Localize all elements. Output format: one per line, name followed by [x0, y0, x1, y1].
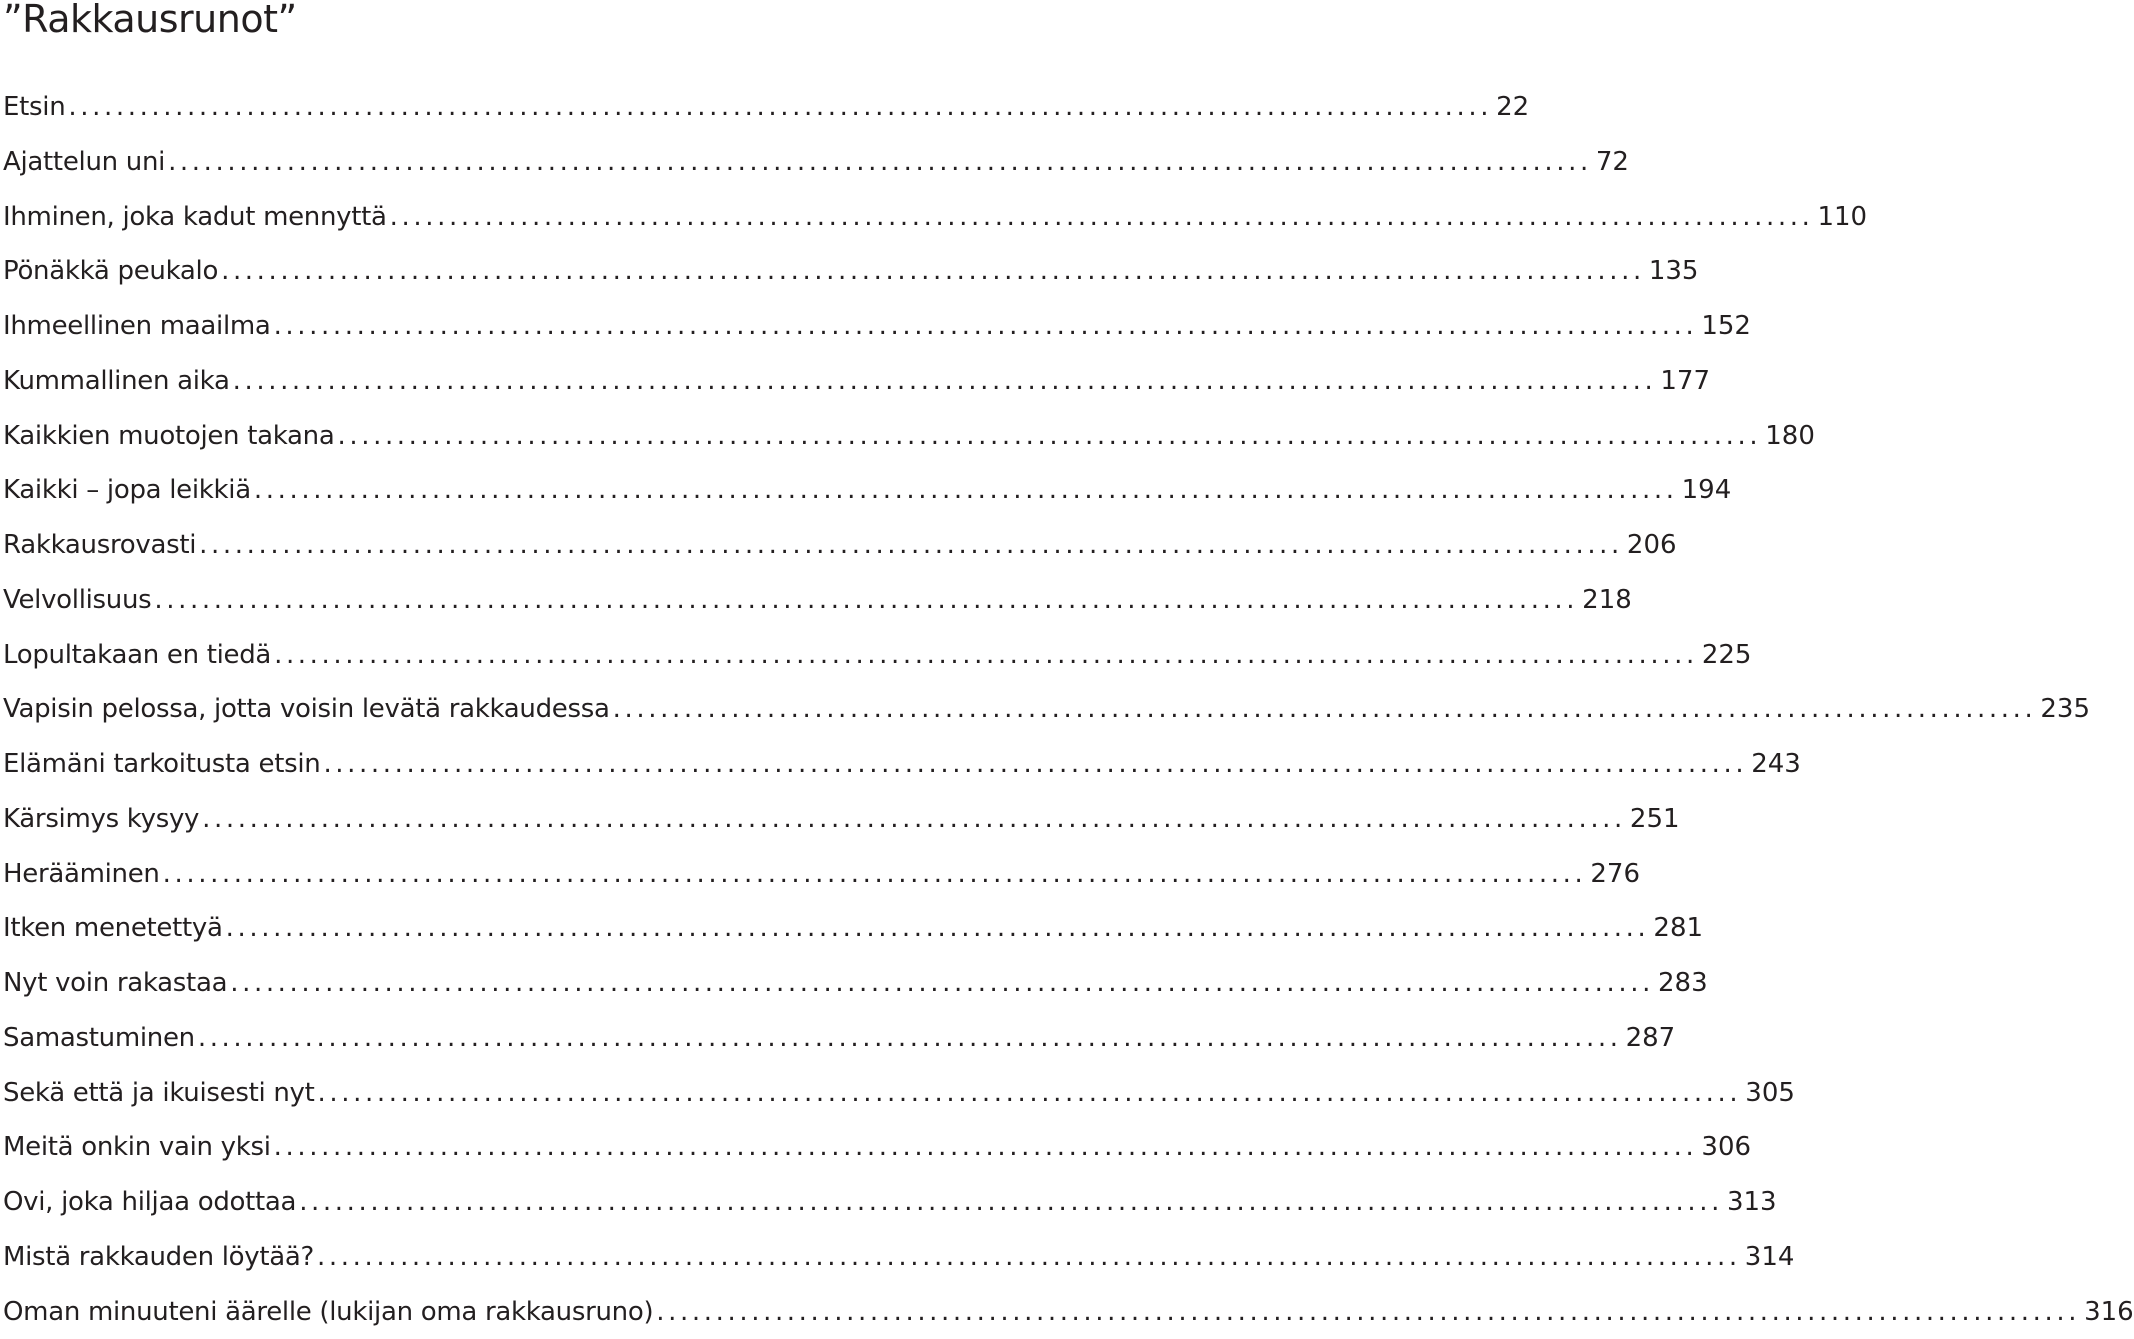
toc-dot-leader: ........................................................................................................................	[165, 135, 1596, 189]
toc-entry-page: 281	[1653, 901, 1703, 955]
toc-entry-title: Ihmeellinen maailma	[3, 299, 271, 353]
toc-dot-leader: ........................................................................................................................	[196, 518, 1627, 572]
toc-entry-title: Kärsimys kysyy	[3, 792, 199, 846]
toc-entry-page: 180	[1765, 409, 1815, 463]
toc-entry	[3, 1011, 958, 1066]
toc-entry-page: 152	[1701, 299, 1751, 353]
toc-entry-page: 313	[1727, 1175, 1777, 1229]
toc-entry-page: 135	[1649, 244, 1699, 298]
toc-entry	[3, 628, 958, 683]
toc-entry-title: Ovi, joka hiljaa odottaa	[3, 1175, 296, 1229]
toc-entry-page: 177	[1660, 354, 1710, 408]
toc-entry-title: Mistä rakkauden löytää?	[3, 1230, 314, 1284]
toc-entry-page: 194	[1682, 463, 1732, 517]
toc-dot-leader: ........................................................................................................................	[151, 573, 1582, 627]
toc-entry	[3, 737, 958, 792]
toc-entry-title: Nyt voin rakastaa	[3, 956, 227, 1010]
toc-entry-title: Velvollisuus	[3, 573, 151, 627]
toc-entry	[3, 1120, 958, 1175]
toc-dot-leader: ........................................................................................................................	[218, 244, 1649, 298]
toc-dot-leader: ........................................................................................................................	[271, 628, 1702, 682]
toc-entry	[3, 792, 958, 847]
toc-entry	[3, 682, 958, 737]
toc-dot-leader: ........................................................................................................................	[65, 80, 1496, 134]
toc-entry-page: 287	[1626, 1011, 1676, 1065]
toc-entry	[3, 244, 958, 299]
toc-entry-page: 72	[1596, 135, 1629, 189]
toc-entry-title: Etsin	[3, 80, 65, 134]
toc-entry-page: 218	[1582, 573, 1632, 627]
toc-dot-leader: ........................................................................................................................	[160, 847, 1591, 901]
toc-entry	[3, 354, 958, 409]
toc-dot-leader: ........................................................................................................................	[230, 354, 1661, 408]
toc-entry	[3, 573, 958, 628]
toc-entry-title: Vapisin pelossa, jotta voisin levätä rakkaudessa	[3, 682, 610, 736]
toc-entry	[3, 956, 958, 1011]
toc-dot-leader: ........................................................................................................................	[199, 792, 1630, 846]
toc-dot-leader: ........................................................................................................................	[610, 682, 2041, 736]
toc-entry-title: Herääminen	[3, 847, 160, 901]
toc-entry-page: 316	[2084, 1285, 2134, 1339]
toc-entry	[3, 409, 958, 464]
toc-entry	[3, 901, 958, 956]
toc-dot-leader: ........................................................................................................................	[387, 190, 1818, 244]
toc-entry-title: Itken menetettyä	[3, 901, 223, 955]
toc-entry-page: 110	[1817, 190, 1867, 244]
toc-entry	[3, 135, 958, 190]
toc-entry-title: Rakkausrovasti	[3, 518, 196, 572]
toc-entry	[3, 1066, 958, 1121]
toc-entry	[3, 463, 958, 518]
toc-entry-page: 206	[1627, 518, 1677, 572]
toc-entry-page: 305	[1745, 1066, 1795, 1120]
toc-entry-page: 235	[2040, 682, 2090, 736]
toc-entry-page: 251	[1630, 792, 1680, 846]
table-of-contents	[3, 80, 958, 1339]
toc-dot-leader: ........................................................................................................................	[195, 1011, 1626, 1065]
toc-entry	[3, 190, 958, 245]
toc-entry	[3, 518, 958, 573]
toc-entry-page: 276	[1590, 847, 1640, 901]
toc-entry-title: Sekä että ja ikuisesti nyt	[3, 1066, 315, 1120]
toc-entry-title: Elämäni tarkoitusta etsin	[3, 737, 320, 791]
toc-entry	[3, 847, 958, 902]
toc-dot-leader: ........................................................................................................................	[227, 956, 1658, 1010]
toc-dot-leader: ........................................................................................................................	[314, 1230, 1745, 1284]
toc-entry-title: Oman minuuteni äärelle (lukijan oma rakkausruno)	[3, 1285, 653, 1339]
toc-entry-title: Kummallinen aika	[3, 354, 230, 408]
toc-entry-title: Lopultakaan en tiedä	[3, 628, 271, 682]
toc-dot-leader: ........................................................................................................................	[653, 1285, 2084, 1339]
toc-entry	[3, 299, 958, 354]
toc-entry	[3, 1285, 958, 1339]
toc-entry-page: 306	[1701, 1120, 1751, 1174]
toc-dot-leader: ........................................................................................................................	[251, 463, 1682, 517]
toc-entry-title: Ajattelun uni	[3, 135, 165, 189]
toc-dot-leader: ........................................................................................................................	[315, 1066, 1746, 1120]
toc-entry-page: 314	[1745, 1230, 1795, 1284]
toc-entry-page: 225	[1702, 628, 1752, 682]
toc-entry	[3, 80, 958, 135]
toc-entry-title: Ihminen, joka kadut mennyttä	[3, 190, 387, 244]
toc-entry	[3, 1230, 958, 1285]
toc-dot-leader: ........................................................................................................................	[320, 737, 1751, 791]
toc-dot-leader: ........................................................................................................................	[271, 299, 1702, 353]
toc-dot-leader: ........................................................................................................................	[271, 1120, 1702, 1174]
toc-entry-title: Samastuminen	[3, 1011, 195, 1065]
toc-entry-title: Kaikkien muotojen takana	[3, 409, 334, 463]
toc-dot-leader: ........................................................................................................................	[296, 1175, 1727, 1229]
toc-entry-page: 283	[1658, 956, 1708, 1010]
page-title: ”Rakkausrunot”	[3, 0, 297, 44]
toc-entry	[3, 1175, 958, 1230]
toc-entry-page: 22	[1496, 80, 1529, 134]
toc-dot-leader: ........................................................................................................................	[334, 409, 1765, 463]
toc-entry-page: 243	[1751, 737, 1801, 791]
toc-entry-title: Meitä onkin vain yksi	[3, 1120, 271, 1174]
toc-dot-leader: ........................................................................................................................	[223, 901, 1654, 955]
toc-entry-title: Pönäkkä peukalo	[3, 244, 218, 298]
toc-entry-title: Kaikki – jopa leikkiä	[3, 463, 251, 517]
